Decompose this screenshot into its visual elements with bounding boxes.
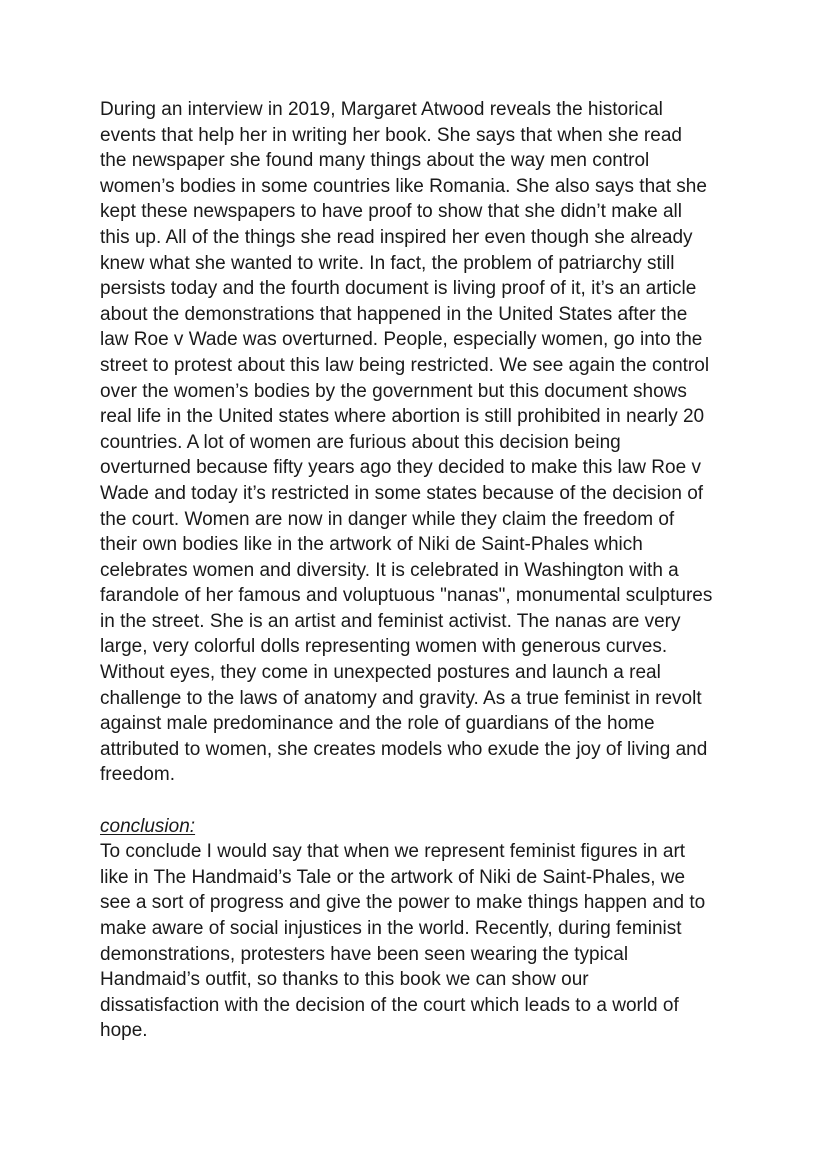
text-line: Without eyes, they come in unexpected postures and launch a real bbox=[100, 662, 661, 684]
conclusion-heading: conclusion: bbox=[100, 815, 196, 837]
text-line: persists today and the fourth document is living proof of it, it’s an article bbox=[100, 278, 697, 300]
text-line: celebrates women and diversity. It is celebrated in Washington with a bbox=[100, 559, 679, 581]
text-line: attributed to women, she creates models who exude the joy of living and bbox=[100, 738, 708, 760]
text-line: like in The Handmaid’s Tale or the artwork of Niki de Saint-Phales, we bbox=[100, 866, 686, 888]
paragraph-spacer bbox=[100, 788, 740, 814]
text-line: Wade and today it’s restricted in some states because of the decision of bbox=[100, 482, 704, 504]
text-line: challenge to the laws of anatomy and gravity. As a true feminist in revolt bbox=[100, 687, 702, 709]
text-line: knew what she wanted to write. In fact, the problem of patriarchy still bbox=[100, 252, 675, 274]
text-line: large, very colorful dolls representing women with generous curves. bbox=[100, 636, 668, 658]
text-line: against male predominance and the role of guardians of the home bbox=[100, 713, 655, 735]
text-line: the newspaper she found many things about the way men control bbox=[100, 150, 650, 172]
text-line: hope. bbox=[100, 1020, 148, 1042]
text-line: their own bodies like in the artwork of Niki de Saint-Phales which bbox=[100, 534, 643, 556]
text-line: freedom. bbox=[100, 764, 175, 786]
text-line: During an interview in 2019, Margaret Atwood reveals the historical bbox=[100, 99, 663, 120]
text-line: women’s bodies in some countries like Romania. She also says that she bbox=[100, 175, 707, 197]
document-page bbox=[100, 97, 740, 1044]
text-line: make aware of social injustices in the world. Recently, during feminist bbox=[100, 918, 682, 939]
text-line: events that help her in writing her book. She says that when she read bbox=[100, 124, 682, 146]
body-paragraph bbox=[100, 97, 740, 788]
text-line: farandole of her famous and voluptuous "nanas", monumental sculptures bbox=[100, 585, 713, 607]
text-line: law Roe v Wade was overturned. People, especially women, go into the bbox=[100, 329, 703, 351]
text-line: To conclude I would say that when we represent feminist figures in art bbox=[100, 841, 686, 863]
text-line: street to protest about this law being restricted. We see again the control bbox=[100, 354, 710, 376]
text-line: real life in the United states where abortion is still prohibited in nearly 20 bbox=[100, 406, 705, 428]
text-line: demonstrations, protesters have been seen wearing the typical bbox=[100, 943, 629, 965]
text-line: the court. Women are now in danger while they claim the freedom of bbox=[100, 508, 675, 530]
text-line: dissatisfaction with the decision of the court which leads to a world of bbox=[100, 994, 679, 1016]
text-line: kept these newspapers to have proof to show that she didn’t make all bbox=[100, 201, 682, 223]
text-line: in the street. She is an artist and feminist activist. The nanas are very bbox=[100, 610, 681, 632]
text-line: overturned because fifty years ago they decided to make this law Roe v bbox=[100, 457, 701, 479]
text-line: Handmaid’s outfit, so thanks to this book we can show our bbox=[100, 969, 589, 991]
text-line: over the women’s bodies by the government but this document shows bbox=[100, 380, 687, 402]
text-line: about the demonstrations that happened in the United States after the bbox=[100, 303, 688, 325]
conclusion-section bbox=[100, 814, 740, 1044]
text-line: countries. A lot of women are furious about this decision being bbox=[100, 431, 621, 453]
text-line: this up. All of the things she read inspired her even though she already bbox=[100, 226, 693, 248]
text-line: see a sort of progress and give the power to make things happen and to bbox=[100, 892, 706, 914]
